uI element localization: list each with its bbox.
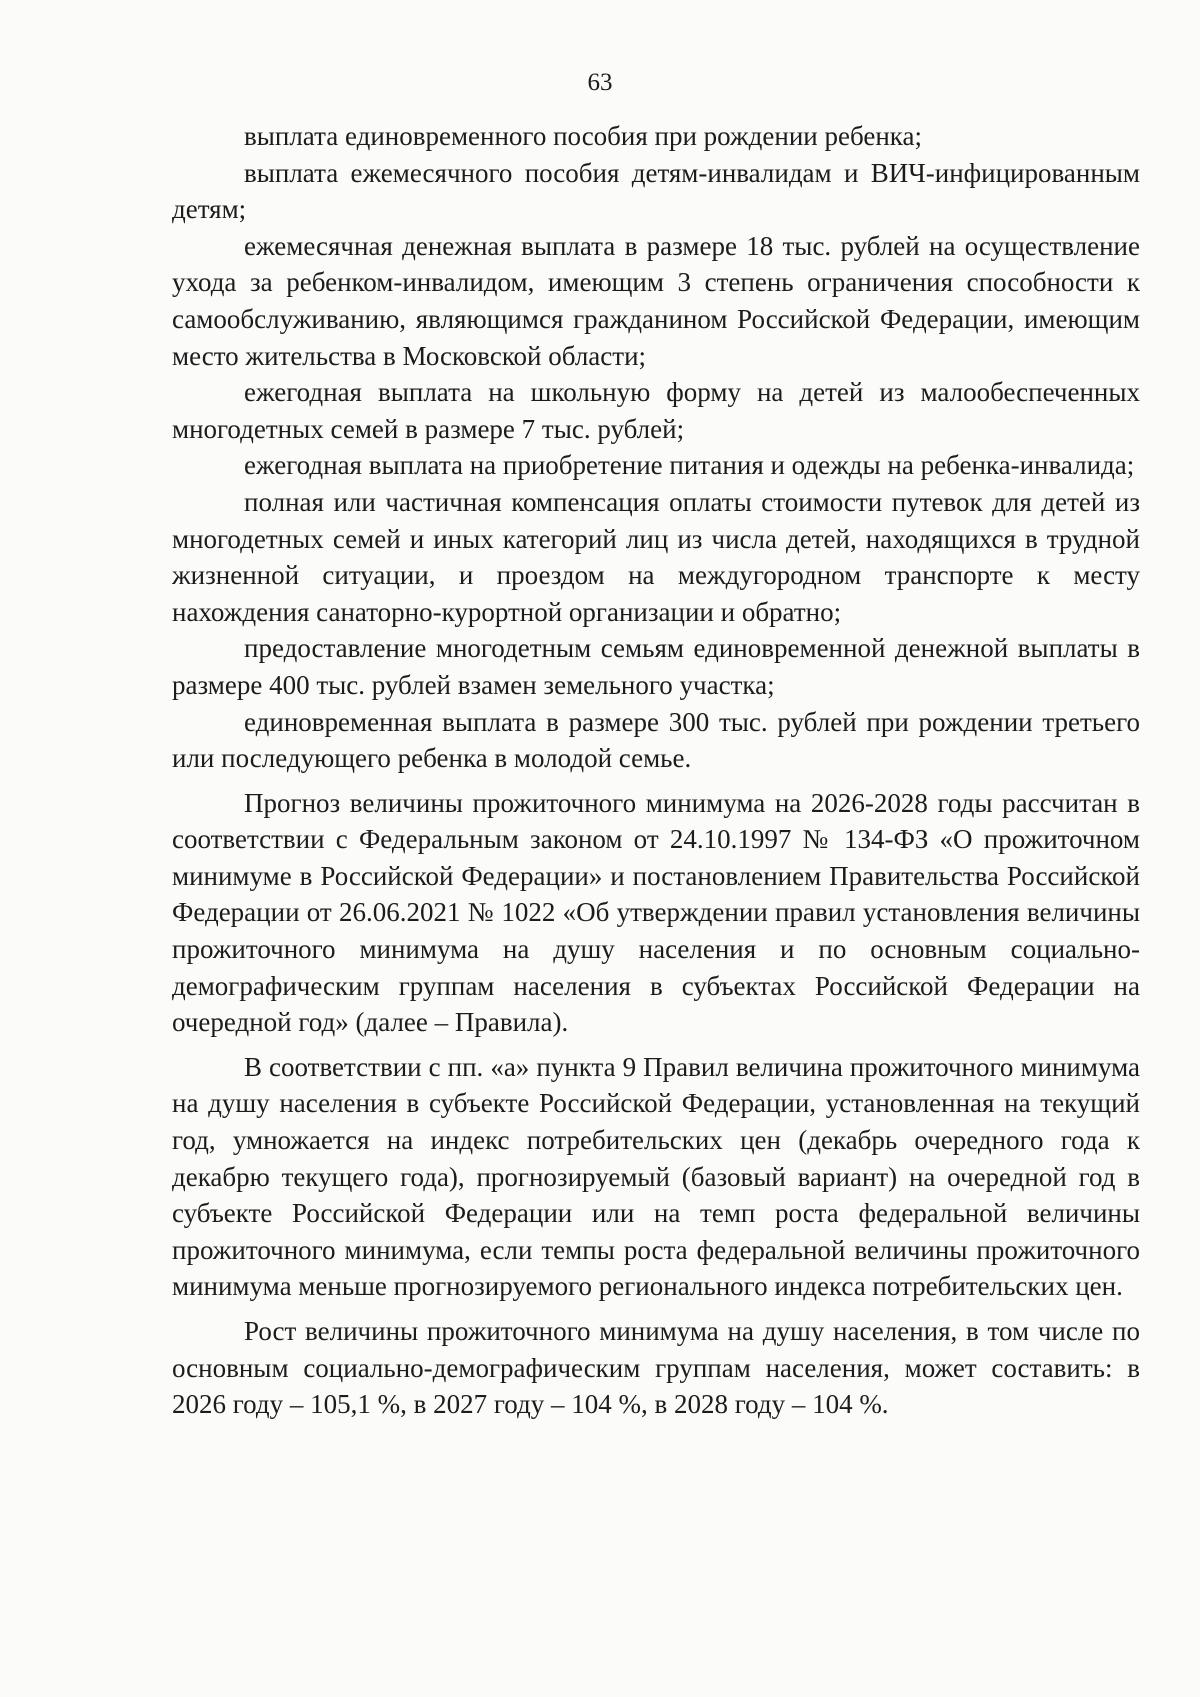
page-number: 63 xyxy=(587,69,613,96)
paragraph-food-clothing: ежегодная выплата на приобретение питания и одежды на ребенка-инвалида; xyxy=(244,450,1135,481)
paragraph-school-uniform: ежегодная выплата на школьную форму на детей из малообеспеченных многодетных семей в размере 7 тыс. рублей; xyxy=(172,377,1140,444)
paragraph-birth-allowance: выплата единовременного пособия при рождении ребенка; xyxy=(244,121,922,151)
paragraph-rules: В соответствии с пп. «а» пункта 9 Правил величина прожиточного минимума на душу населения в субъекте Российской Федерации, установленная на текущий год, умножается на индекс потребительских цен (декабрь очередного года к декабрю текущего года), прогнозируемый (базовый вариант) на очередной год в субъекте Российской Федерации или на темп роста федеральной величины прожиточного минимума, если темпы роста федеральной величины прожиточного минимума меньше прогнозируемого регионального индекса потребительских цен. xyxy=(172,1051,1140,1302)
paragraph-care-payment: ежемесячная денежная выплата в размере 18 тыс. рублей на осуществление ухода за ребенком-инвалидом, имеющим 3 степень ограничения способности к самообслуживанию, являющимся гражданином Российской Федерации, имеющим место жительства в Московской области; xyxy=(172,230,1140,371)
paragraph-land-replacement: предоставление многодетным семьям единовременной денежной выплаты в размере 400 тыс. рублей взамен земельного участка; xyxy=(172,633,1140,700)
paragraph-voucher-compensation: полная или частичная компенсация оплаты стоимости путевок для детей из многодетных семей и иных категорий лиц из числа детей, находящихся в трудной жизненной ситуации, и проездом на междугородном транспорте к месту нахождения санаторно-курортной организации и обратно; xyxy=(172,486,1140,627)
paragraph-disabled-children-allowance: выплата ежемесячного пособия детям-инвалидам и ВИЧ-инфицированным детям; xyxy=(172,157,1140,225)
paragraph-third-child: единовременная выплата в размере 300 тыс. рублей при рождении третьего или последующего ребенка в молодой семье. xyxy=(172,706,1140,774)
document-body xyxy=(172,118,1140,1423)
paragraph-forecast: Прогноз величины прожиточного минимума на 2026-2028 годы рассчитан в соответствии с Федеральным законом от 24.10.1997 № 134-ФЗ «О прожиточном минимуме в Российской Федерации» и постановлением Правительства Российской Федерации от 26.06.2021 № 1022 «Об утверждении правил установления величины прожиточного минимума на душу населения и по основным социально-демографическим группам населения в субъектах Российской Федерации на очередной год» (далее – Правила). xyxy=(172,787,1140,1038)
paragraph-growth: Рост величины прожиточного минимума на душу населения, в том числе по основным социально-демографическим группам населения, может составить: в 2026 году – 105,1 %, в 2027 году – 104 %, в 2028 году – 104 %. xyxy=(172,1316,1140,1420)
